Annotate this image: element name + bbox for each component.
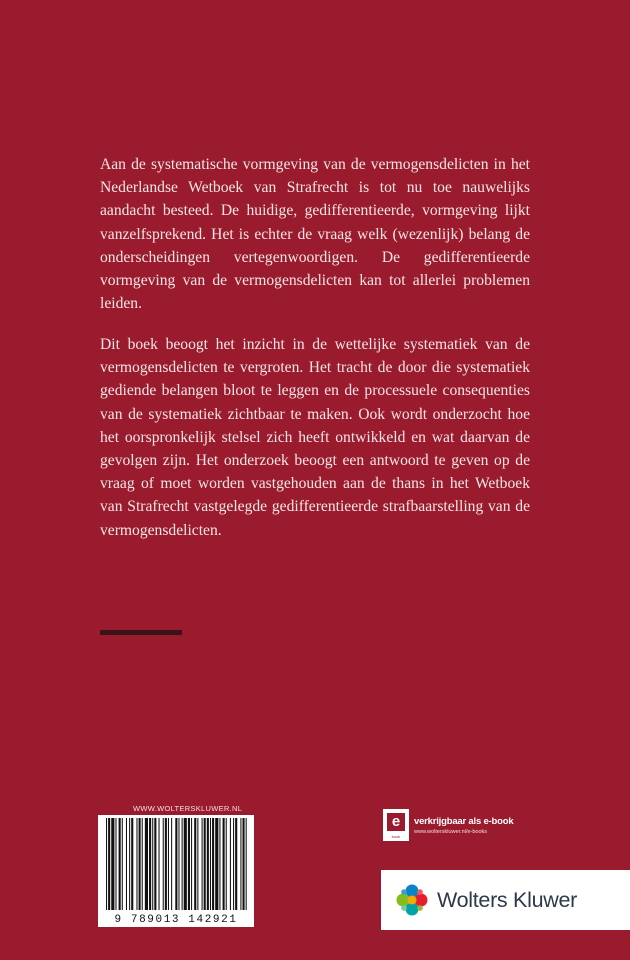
barcode-bars (98, 815, 254, 915)
barcode-bar (219, 818, 220, 910)
ebook-icon (383, 809, 409, 841)
barcode-bar (184, 818, 187, 910)
blurb-paragraph-1: Aan de systematische vormgeving van de vermogensdelicten in het Nederlandse Wetboek van Strafrecht is tot nu toe nauwelijks aandacht besteed. De huidige, gedifferentieerde, vormgeving lijkt vanzelfsprekend. Het is echter de vraag welk (wezenlijk) belang de onderscheidingen vertegenwoordigen. De gedifferentieerde vormgeving van de vermogensdelicten kan tot allerlei problemen leiden. (100, 156, 530, 313)
barcode-bar (235, 818, 237, 910)
barcode-bar (197, 818, 198, 910)
barcode-bar (178, 818, 179, 910)
barcode-bar (207, 818, 209, 910)
barcode-bar (152, 818, 153, 910)
barcode-bar (145, 818, 148, 910)
barcode-bar (119, 818, 121, 910)
barcode-bar (165, 818, 167, 910)
barcode-bar (131, 818, 133, 910)
barcode-bar (243, 818, 245, 910)
barcode-bar (122, 818, 123, 910)
barcode-bar (115, 818, 116, 910)
barcode-bar (159, 818, 160, 910)
publisher-name: Wolters Kluwer (437, 887, 577, 912)
ebook-label: verkrijgbaar als e-book (414, 815, 514, 827)
barcode-bar (210, 818, 211, 910)
isbn-number: 9 789013 142921 (114, 914, 238, 926)
barcode-bar (154, 818, 156, 910)
ebook-badge (383, 808, 513, 842)
wolters-kluwer-logo-icon (395, 883, 429, 917)
barcode-bar (171, 818, 172, 910)
isbn-barcode (98, 815, 254, 927)
barcode-bar (212, 818, 214, 910)
barcode-bar (106, 818, 107, 910)
barcode-bar (226, 818, 227, 910)
barcode-bar (233, 818, 234, 910)
barcode-bar (230, 818, 231, 910)
barcode-bar (126, 818, 127, 910)
publisher-logo-panel (381, 870, 630, 930)
barcode-bar (202, 818, 203, 910)
barcode-bar (163, 818, 164, 910)
publisher-website: WWW.WOLTERSKLUWER.NL (133, 804, 243, 813)
barcode-bar (175, 818, 177, 910)
barcode-bar (149, 818, 151, 910)
barcode-bar (215, 818, 218, 910)
blurb-paragraph-2: Dit boek beoogt het inzicht in de wettelijke systematiek van de vermogensdelicten te vergroten. Het tracht de door die systematiek gediende belangen bloot te leggen en de processuele consequenties van de systematiek zichtbaar te maken. Ook wordt onderzocht hoe het oorspronkelijk stelsel zich heeft ontwikkeld en wat daarvan de gevolgen zijn. Het onderzoek beoogt een antwoord te geven op de vraag of moet worden vastgehouden aan de thans in het Wetboek van Strafrecht vastgelegde gedifferentieerde strafbaarstelling van de vermogensdelicten. (100, 336, 530, 539)
barcode-bar (136, 818, 137, 910)
ebook-icon-tag: book (391, 834, 401, 839)
barcode-bar (182, 818, 183, 910)
barcode-bar (246, 818, 247, 910)
barcode-bar (191, 818, 192, 910)
barcode-bar (194, 818, 196, 910)
ebook-url: www.wolterskluwer.nl/e-books (414, 828, 488, 835)
decorative-rule (100, 630, 182, 635)
ebook-icon-letter: e (387, 813, 405, 831)
barcode-bar (111, 818, 114, 910)
barcode-bar (168, 818, 169, 910)
barcode-bar (108, 818, 110, 910)
barcode-bar (188, 818, 190, 910)
barcode-bar (240, 818, 241, 910)
barcode-bar (204, 818, 206, 910)
barcode-bar (223, 818, 225, 910)
barcode-bar (142, 818, 143, 910)
barcode-bar (139, 818, 141, 910)
barcode-bar (129, 818, 130, 910)
